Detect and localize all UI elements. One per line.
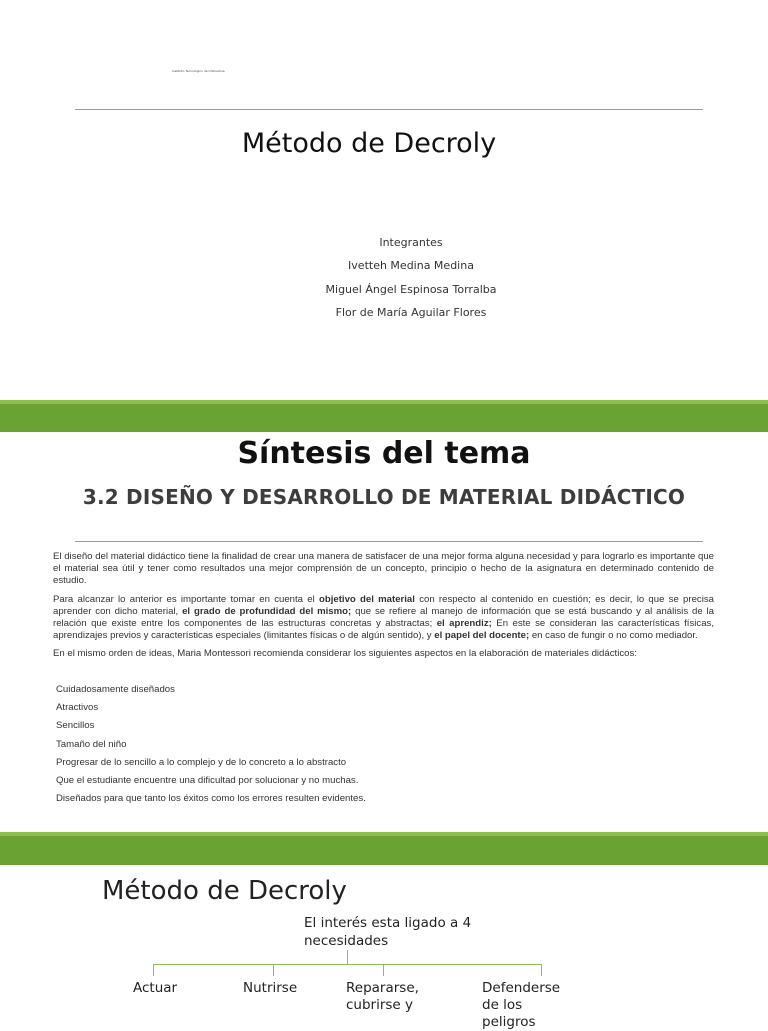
bold-term: objetivo del material [318, 593, 415, 605]
connector-line [153, 964, 541, 965]
list-item: Diseñados para que tanto los éxitos como los errores resulten evidentes. [56, 793, 366, 805]
diagram-root-node: El interés esta ligado a 4 necesidades [304, 915, 472, 949]
connector-line [347, 950, 348, 964]
slide-separator-band [0, 400, 768, 432]
list-item: Tamaño del niño [56, 738, 127, 750]
diagram-child-node: Defenderse de los peligros [482, 980, 561, 1030]
text-span: Para alcanzar lo anterior es importante tomar en cuenta el [53, 593, 319, 605]
diagram-child-node: Actuar [133, 980, 178, 996]
text-span: en caso de fungir o no como mediador. [529, 630, 698, 642]
member-name: Miguel Ángel Espinosa Torralba [325, 282, 497, 296]
slide3-title: Método de Decroly [102, 876, 347, 906]
slide1-divider [75, 109, 703, 110]
slide-separator-band [0, 832, 768, 865]
members-heading: Integrantes [379, 236, 443, 249]
aspects-list [56, 684, 366, 811]
list-item: Progresar de lo sencillo a lo complejo y de lo concreto a lo abstracto [56, 756, 347, 768]
slide1-title: Método de Decroly [241, 128, 497, 159]
slide2-title: Síntesis del tema [237, 436, 531, 471]
text-span: En este se consideran las características físicas, aprendizajes previos y características especiales (limitantes físicas o de algún sentido), y [53, 618, 714, 642]
diagram-child-node: Repararse, cubrirse y [346, 980, 419, 1013]
institution-tiny-text: Instituto Tecnológico de Chihuahua [172, 69, 225, 73]
list-item: Cuidadosamente diseñados [56, 684, 175, 695]
connector-line [541, 964, 542, 976]
list-item: Atractivos [56, 702, 99, 714]
text-span: con respecto al contenido en cuestión; es decir, lo que se precisa aprender con dicho material, [53, 593, 714, 617]
text-span: que se refiere al manejo de información que se está buscando y al análisis de la relación que existe entre los componentes de las estructuras concretas y abstractas; [53, 605, 714, 630]
bold-term: el papel del docente; [434, 630, 530, 642]
bold-term: el grado de profundidad del mismo; [182, 605, 352, 617]
paragraph: El diseño del material didáctico tiene la finalidad de crear una manera de satisfacer de una mejor forma alguna necesidad y para lograrlo es importante que el material sea útil y tener como resultados una mejor comprensión de un concepto, principio o hecho de la asignatura en determinado contenido de estudio. [53, 551, 714, 587]
list-item: Que el estudiante encuentre una dificultad por solucionar y no muchas. [56, 774, 359, 786]
slide2-subtitle: 3.2 DISEÑO Y DESARROLLO DE MATERIAL DIDÁCTICO [82, 485, 686, 509]
connector-line [273, 964, 274, 976]
diagram-child-node: Nutrirse [243, 980, 298, 996]
list-item: Sencillos [56, 720, 95, 732]
slide2-body [53, 551, 714, 667]
connector-line [153, 964, 154, 976]
slide2-divider [75, 541, 703, 542]
member-name: Ivetteh Medina Medina [348, 259, 474, 273]
member-name: Flor de María Aguilar Flores [335, 305, 487, 319]
connector-line [383, 964, 384, 976]
paragraph: En el mismo orden de ideas, Maria Montessori recomienda considerar los siguientes aspectos en la elaboración de materiales didácticos: [53, 648, 637, 660]
bold-term: el aprendiz; [436, 618, 492, 630]
paragraph [53, 594, 714, 643]
members-list [0, 231, 768, 324]
